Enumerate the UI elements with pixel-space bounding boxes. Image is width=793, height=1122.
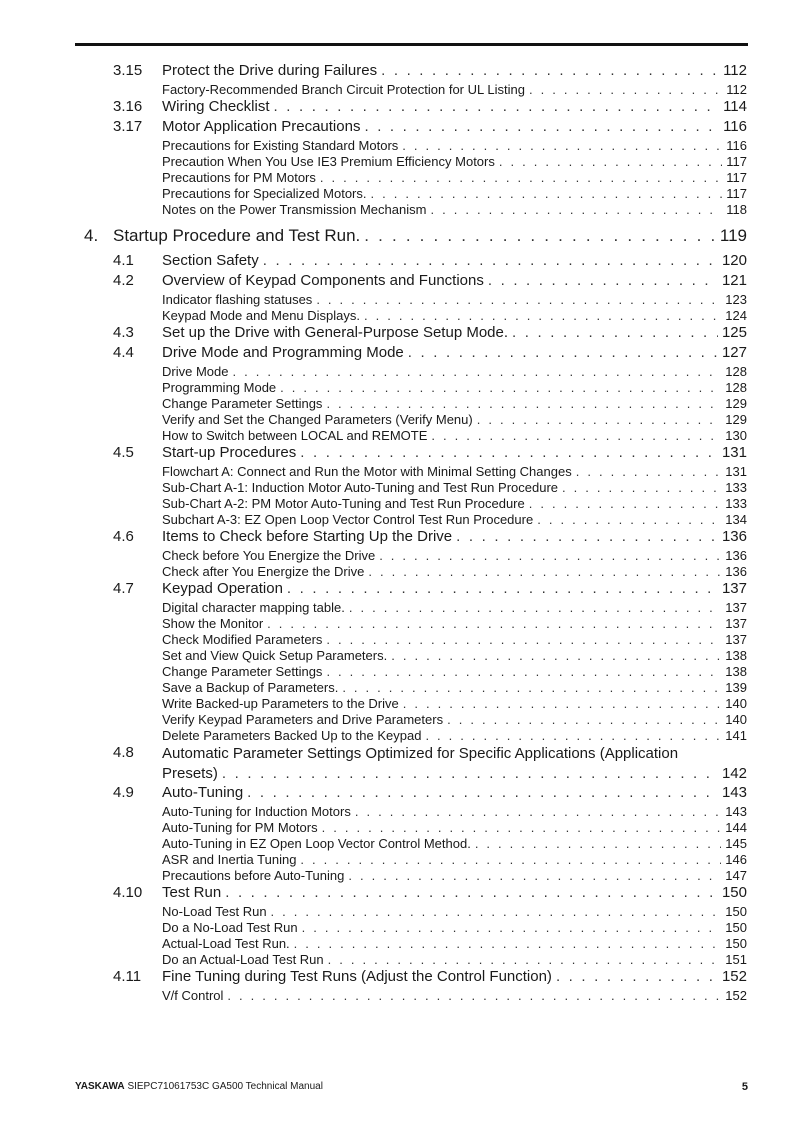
toc-page-number: 133 [725,480,747,495]
toc-leader-dots [300,852,721,867]
toc-entry-body [162,528,747,545]
toc-sub-entry[interactable] [0,616,793,632]
toc-leader-dots [456,528,718,545]
toc-sub-entry[interactable] [0,308,793,324]
toc-entry-body [162,600,747,615]
toc-entry-body [162,186,747,201]
footer-page-number: 5 [741,1081,748,1093]
toc-page-number: 137 [721,580,747,597]
toc-leader-dots [225,884,718,901]
toc-leader-dots [403,696,722,711]
toc-section-entry[interactable] [0,744,793,784]
toc-page-number: 142 [721,765,747,782]
toc-entry-body [162,564,747,579]
toc-entry-title: Actual-Load Test Run. [162,936,290,951]
toc-entry-title: Flowchart A: Connect and Run the Motor with Minimal Setting Changes [162,464,572,479]
toc-entry-body [162,904,747,919]
toc-leader-dots [271,904,722,919]
toc-entry-body [162,712,747,727]
toc-leader-dots [302,920,722,935]
toc-leader-dots [537,512,721,527]
toc-section-number: 4.2 [113,272,134,289]
toc-sub-entry[interactable] [0,480,793,496]
toc-entry-body [162,804,747,819]
toc-entry-title: Wiring Checklist [162,98,270,115]
toc-page-number: 133 [725,496,747,511]
toc-sub-entry[interactable] [0,904,793,920]
toc-entry-title: Do an Actual-Load Test Run [162,952,324,967]
toc-leader-dots [247,784,718,801]
toc-entry-title: Check Modified Parameters [162,632,323,647]
toc-leader-dots [477,412,722,427]
toc-page-number: 137 [725,632,747,647]
toc-entry-body [162,744,747,784]
toc-page-number: 152 [721,968,747,985]
toc-sub-entry[interactable] [0,380,793,396]
toc-entry-body [162,884,747,901]
toc-entry-title: Precaution When You Use IE3 Premium Efficiency Motors [162,154,495,169]
toc-page-number: 144 [725,820,747,835]
toc-sub-entry[interactable] [0,396,793,412]
toc-leader-dots [529,496,722,511]
toc-page-number: 150 [721,884,747,901]
toc-entry-title: No-Load Test Run [162,904,267,919]
toc-sub-entry[interactable] [0,868,793,884]
toc-entry-title: Auto-Tuning for Induction Motors [162,804,351,819]
toc-entry-body [162,324,747,341]
toc-leader-dots [562,480,721,495]
toc-page-number: 139 [725,680,747,695]
toc-sub-entry[interactable] [0,548,793,564]
toc-page-number: 125 [721,324,747,341]
toc-entry-title: Digital character mapping table. [162,600,345,615]
toc-leader-dots [222,764,718,784]
toc-sub-entry[interactable] [0,632,793,648]
toc-page-number: 114 [723,98,747,115]
toc-entry-title: Fine Tuning during Test Runs (Adjust the Control Function) [162,968,552,985]
toc-page-number: 130 [725,428,747,443]
toc-sub-entry[interactable] [0,154,793,170]
toc-entry-body [162,496,747,511]
toc-section-entry[interactable] [0,884,793,904]
toc-leader-dots [364,226,716,246]
toc-section-number: 4.3 [113,324,134,341]
toc-entry-body [162,920,747,935]
toc-sub-entry[interactable] [0,728,793,744]
toc-leader-dots [391,648,721,663]
toc-entry-body [162,464,747,479]
toc-section-entry[interactable] [0,118,793,138]
toc-sub-entry[interactable] [0,464,793,480]
toc-entry-title: Programming Mode [162,380,277,395]
toc-entry-body [162,118,747,135]
toc-leader-dots [320,170,722,185]
toc-section-number: 4.11 [113,968,142,985]
toc-page-number: 121 [721,272,747,289]
toc-page-number: 143 [725,804,747,819]
toc-leader-dots [348,868,721,883]
toc-entry-body [162,364,747,379]
toc-entry-title: Protect the Drive during Failures [162,62,378,79]
toc-entry-title: Section Safety [162,252,259,269]
toc-entry-body [162,952,747,967]
toc-entry-title: Do a No-Load Test Run [162,920,298,935]
toc-page-number: 143 [721,784,747,801]
toc-sub-entry[interactable] [0,186,793,202]
toc-entry-body [162,412,747,427]
toc-entry-title: Sub-Chart A-2: PM Motor Auto-Tuning and Test Run Procedure [162,496,525,511]
toc-entry-body [162,444,747,461]
toc-entry-title: Precautions for Existing Standard Motors [162,138,399,153]
toc-entry-body [162,728,747,743]
toc-page-number: 112 [723,62,747,79]
toc-page-number: 120 [721,252,747,269]
toc-entry-body [162,968,747,985]
toc-page-number: 137 [725,600,747,615]
toc-section-entry[interactable] [0,344,793,364]
toc-leader-dots [227,988,721,1003]
toc-sub-entry[interactable] [0,936,793,952]
toc-entry-body [162,836,747,851]
toc-section-number: 4.5 [113,444,134,461]
toc-leader-dots [287,580,718,597]
toc-page-number: 131 [725,464,747,479]
toc-entry-body [162,664,747,679]
toc-sub-entry[interactable] [0,648,793,664]
toc-page-number: 117 [726,170,747,185]
toc-page-number: 137 [725,616,747,631]
toc-entry-title: Save a Backup of Parameters. [162,680,339,695]
toc-sub-entry[interactable] [0,600,793,616]
toc-entry-body [162,98,747,115]
toc-entry-title: How to Switch between LOCAL and REMOTE [162,428,428,443]
toc-leader-dots [512,324,718,341]
toc-page-number: 116 [723,118,747,135]
toc-entry-title: Startup Procedure and Test Run. [113,226,361,245]
toc-entry-title: Automatic Parameter Settings Optimized for Specific Applications (Application [162,745,679,762]
toc-section-entry[interactable] [0,444,793,464]
toc-leader-dots [294,936,722,951]
toc-sub-entry[interactable] [0,412,793,428]
toc-entry-body [162,344,747,361]
toc-entry-body [162,154,747,169]
toc-section-entry[interactable] [0,252,793,272]
toc-leader-dots [529,82,722,97]
toc-entry-body [162,428,747,443]
toc-sub-entry[interactable] [0,364,793,380]
toc-page-number: 128 [725,380,747,395]
toc-page-number: 145 [725,836,747,851]
toc-sub-entry[interactable] [0,804,793,820]
toc-section-number: 4.4 [113,344,134,361]
toc-page-number: 116 [726,138,747,153]
toc-entry-title: Sub-Chart A-1: Induction Motor Auto-Tuning and Test Run Procedure [162,480,559,495]
toc-section-number: 4.9 [113,784,134,801]
toc-entry-title: Auto-Tuning for PM Motors [162,820,318,835]
toc-entry-body [162,988,747,1003]
toc-leader-dots [267,616,721,631]
toc-leader-dots [322,820,722,835]
toc-section-number: 3.15 [113,62,143,79]
toc-entry-title: V/f Control [162,988,224,1003]
toc-page-number: 131 [721,444,747,461]
toc-entry-title: Check before You Energize the Drive [162,548,376,563]
toc-entry-title: Check after You Energize the Drive [162,564,365,579]
toc-leader-dots [368,564,721,579]
toc-entry-body [162,62,747,79]
toc-leader-dots [430,202,722,217]
toc-leader-dots [402,138,722,153]
toc-entry-title: Verify and Set the Changed Parameters (Verify Menu) [162,412,473,427]
toc-section-entry[interactable] [0,98,793,118]
toc-section-entry[interactable] [0,272,793,292]
toc-page-number: 151 [725,952,747,967]
toc-entry-body [162,480,747,495]
toc-entry-title: Change Parameter Settings [162,396,323,411]
toc-entry-body [162,648,747,663]
toc-page-number: 128 [725,364,747,379]
toc-entry-body [162,616,747,631]
toc-entry-body [162,512,747,527]
toc-entry-body [162,784,747,801]
toc-page-number: 129 [725,412,747,427]
toc-section-entry[interactable] [0,324,793,344]
toc-section-entry[interactable] [0,528,793,548]
toc-entry-body [162,820,747,835]
toc-page-number: 124 [725,308,747,323]
toc-entry-body [162,272,747,289]
toc-entry-title: Set up the Drive with General-Purpose Setup Mode. [162,324,509,341]
toc-page-number: 152 [725,988,747,1003]
toc-leader-dots [425,728,721,743]
toc-page-number: 119 [719,226,747,245]
toc-entry-title: Keypad Operation [162,580,283,597]
toc-entry-title: Write Backed-up Parameters to the Drive [162,696,399,711]
toc-sub-entry[interactable] [0,496,793,512]
toc-entry-body [113,226,747,246]
toc-sub-entry[interactable] [0,836,793,852]
footer-brand: YASKAWA [75,1081,125,1092]
toc-page-number: 129 [725,396,747,411]
page-footer [75,1081,748,1093]
toc-leader-dots [379,548,721,563]
toc-sub-entry[interactable] [0,170,793,186]
toc-entry-title: ASR and Inertia Tuning [162,852,297,867]
toc-entry-title: Show the Monitor [162,616,264,631]
footer-doc-id: SIEPC71061753C GA500 Technical Manual [127,1081,323,1092]
toc-leader-dots [232,364,721,379]
toc-entry-title: Keypad Mode and Menu Displays. [162,308,361,323]
toc-page-number: 136 [725,564,747,579]
toc-leader-dots [280,380,721,395]
toc-page-number: 150 [725,936,747,951]
toc-sub-entry[interactable] [0,202,793,218]
toc-leader-dots [355,804,721,819]
toc-entry-body [162,696,747,711]
toc-sub-entry[interactable] [0,82,793,98]
toc-entry-title: Drive Mode [162,364,229,379]
toc-leader-dots [556,968,718,985]
toc-page-number: 127 [721,344,747,361]
toc-sub-entry[interactable] [0,988,793,1004]
toc-sub-entry[interactable] [0,664,793,680]
toc-entry-body [162,138,747,153]
toc-leader-dots [370,186,722,201]
toc-entry-title: Motor Application Precautions [162,118,361,135]
toc-sub-entry[interactable] [0,428,793,444]
toc-leader-dots [408,344,718,361]
toc-entry-title: Set and View Quick Setup Parameters. [162,648,388,663]
toc-section-number: 4.6 [113,528,134,545]
toc-page-number: 134 [725,512,747,527]
toc-leader-dots [499,154,722,169]
toc-entry-title: Notes on the Power Transmission Mechanism [162,202,427,217]
toc-entry-title: Test Run [162,884,222,901]
toc-entry-body [162,202,747,217]
toc-page-number: 123 [725,292,747,307]
footer-doc-title [75,1081,323,1093]
toc-leader-dots [576,464,722,479]
toc-entry-body [162,852,747,867]
toc-entry-title: Verify Keypad Parameters and Drive Parameters [162,712,444,727]
toc-leader-dots [349,600,721,615]
toc-leader-dots [364,308,721,323]
toc-leader-dots [381,62,719,79]
toc-entry-body [162,548,747,563]
toc-sub-entry[interactable] [0,712,793,728]
toc-leader-dots [326,664,721,679]
toc-entry-title-line2: Presets) [162,765,218,782]
toc-page-number: 117 [726,186,747,201]
toc-entry-title: Delete Parameters Backed Up to the Keypad [162,728,422,743]
toc-section-number: 4.1 [113,252,134,269]
toc-leader-dots [316,292,721,307]
toc-section-number: 4.7 [113,580,134,597]
toc-entry-title: Drive Mode and Programming Mode [162,344,404,361]
toc-page-number: 118 [726,202,747,217]
toc-chapter-number: 4. [84,226,99,245]
toc-entry-title: Indicator flashing statuses [162,292,313,307]
toc-entry-title: Subchart A-3: EZ Open Loop Vector Control Test Run Procedure [162,512,534,527]
top-rule [75,43,748,46]
toc-leader-dots [342,680,721,695]
toc-page-number: 150 [725,920,747,935]
toc-entry-body [162,936,747,951]
toc-page-number: 140 [725,712,747,727]
toc-page-number: 141 [725,728,747,743]
toc-section-number: 4.8 [113,744,134,761]
toc-section-number: 3.16 [113,98,143,115]
toc-sub-entry[interactable] [0,292,793,308]
toc-entry-body [162,292,747,307]
toc-page-number: 138 [725,664,747,679]
toc-entry-body [162,632,747,647]
table-of-contents [0,62,793,1004]
toc-sub-entry[interactable] [0,820,793,836]
toc-entry-title: Start-up Procedures [162,444,297,461]
toc-section-entry[interactable] [0,968,793,988]
toc-page-number: 150 [725,904,747,919]
toc-entry-body [162,308,747,323]
toc-leader-dots [328,952,722,967]
toc-section-entry[interactable] [0,62,793,82]
toc-sub-entry[interactable] [0,920,793,936]
toc-leader-dots [326,396,721,411]
toc-page-number: 147 [725,868,747,883]
toc-sub-entry[interactable] [0,564,793,580]
toc-sub-entry[interactable] [0,852,793,868]
toc-entry-title: Auto-Tuning in EZ Open Loop Vector Control Method. [162,836,471,851]
toc-page-number: 138 [725,648,747,663]
toc-leader-dots [300,444,718,461]
toc-page-number: 136 [725,548,747,563]
toc-sub-entry[interactable] [0,138,793,154]
toc-entry-title: Overview of Keypad Components and Functions [162,272,484,289]
toc-chapter-entry[interactable] [0,226,793,252]
toc-leader-dots [364,118,719,135]
toc-page-number: 112 [726,82,747,97]
toc-entry-title: Change Parameter Settings [162,664,323,679]
toc-entry-body [162,868,747,883]
toc-page-number: 146 [725,852,747,867]
toc-leader-dots [263,252,718,269]
toc-page-number: 140 [725,696,747,711]
toc-entry-body [162,680,747,695]
toc-entry-body [162,252,747,269]
toc-sub-entry[interactable] [0,680,793,696]
toc-entry-body [162,380,747,395]
toc-section-number: 3.17 [113,118,143,135]
toc-leader-dots [326,632,721,647]
toc-section-entry[interactable] [0,580,793,600]
toc-entry-title-continued [162,764,747,784]
toc-sub-entry[interactable] [0,696,793,712]
toc-entry-body [162,170,747,185]
toc-sub-entry[interactable] [0,952,793,968]
toc-entry-title: Items to Check before Starting Up the Drive [162,528,453,545]
toc-sub-entry[interactable] [0,512,793,528]
toc-page-number: 117 [726,154,747,169]
toc-section-number: 4.10 [113,884,143,901]
toc-leader-dots [431,428,721,443]
toc-entry-title: Factory-Recommended Branch Circuit Protection for UL Listing [162,82,525,97]
toc-leader-dots [274,98,720,115]
toc-entry-body [162,82,747,97]
toc-entry-title: Precautions for PM Motors [162,170,316,185]
toc-entry-body [162,580,747,597]
toc-page-number: 136 [721,528,747,545]
toc-entry-title: Precautions for Specialized Motors. [162,186,367,201]
toc-section-entry[interactable] [0,784,793,804]
toc-entry-body [162,396,747,411]
toc-entry-title: Precautions before Auto-Tuning [162,868,345,883]
toc-entry-title: Auto-Tuning [162,784,244,801]
toc-leader-dots [475,836,721,851]
toc-leader-dots [447,712,721,727]
toc-leader-dots [488,272,718,289]
